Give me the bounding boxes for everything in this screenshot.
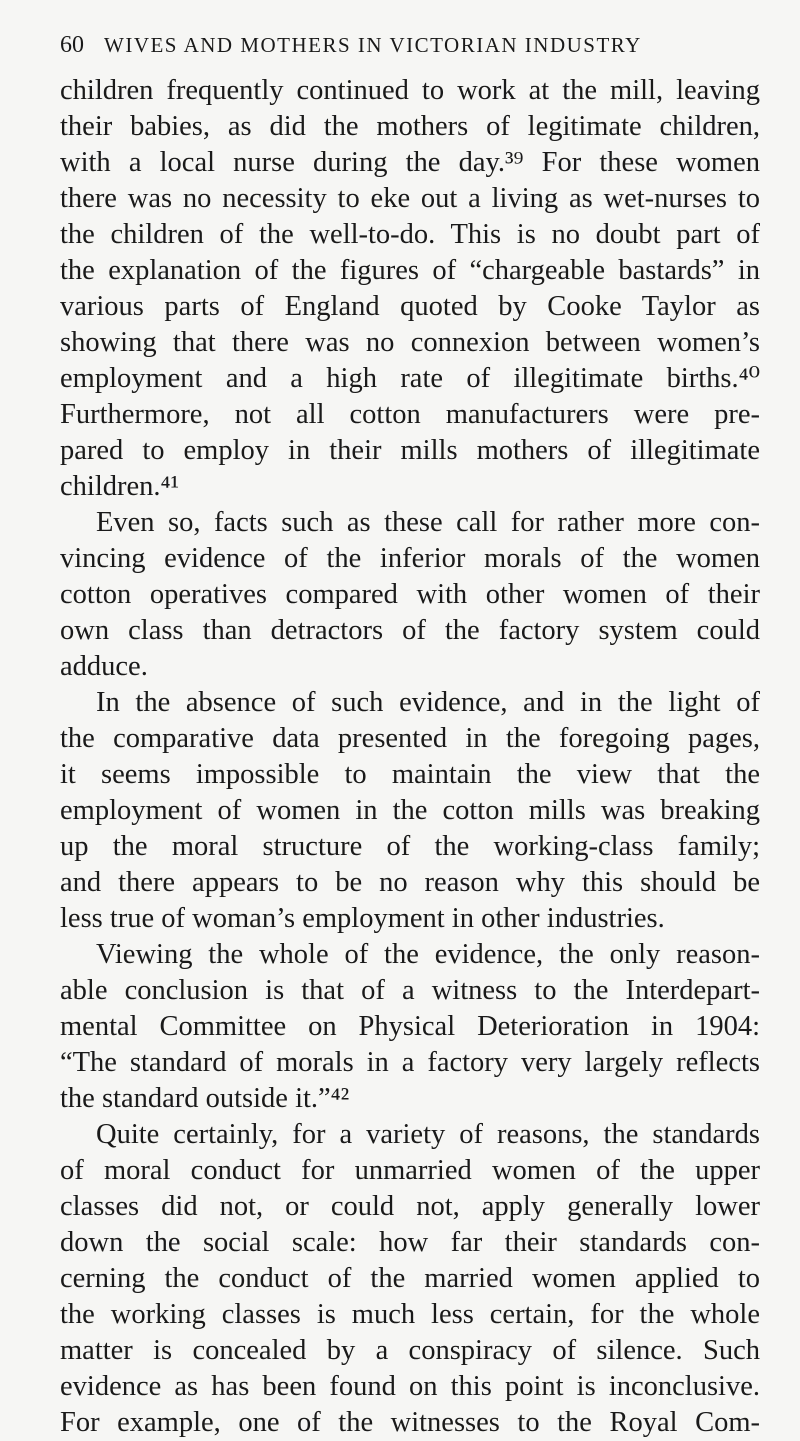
text-line: various parts of England quoted by Cooke Taylor as <box>60 291 760 322</box>
text-line: there was no necessity to eke out a living as wet-nurses to <box>60 183 760 214</box>
text-line: matter is concealed by a conspiracy of silence. Such <box>60 1335 760 1366</box>
text-line: For example, one of the witnesses to the Royal Com- <box>60 1407 760 1438</box>
text-line: the children of the well-to-do. This is no doubt part of <box>60 219 760 250</box>
text-line: it seems impossible to maintain the view that the <box>60 759 760 790</box>
text-line: In the absence of such evidence, and in the light of <box>96 687 760 718</box>
text-line: classes did not, or could not, apply generally lower <box>60 1191 760 1222</box>
text-line: of moral conduct for unmarried women of the upper <box>60 1155 760 1186</box>
text-line: vincing evidence of the inferior morals of the women <box>60 543 760 574</box>
page-number: 60 <box>60 32 84 58</box>
text-line: adduce. <box>60 651 148 682</box>
text-line: own class than detractors of the factory system could <box>60 615 760 646</box>
text-line: with a local nurse during the day.³⁹ For these women <box>60 147 760 178</box>
text-line: evidence as has been found on this point is inconclusive. <box>60 1371 760 1402</box>
text-line: children.⁴¹ <box>60 471 179 502</box>
book-page <box>60 32 760 1441</box>
text-line: pared to employ in their mills mothers of illegitimate <box>60 435 760 466</box>
text-line: down the social scale: how far their standards con- <box>60 1227 760 1258</box>
text-line: children frequently continued to work at the mill, leaving <box>60 75 760 106</box>
text-line: the comparative data presented in the foregoing pages, <box>60 723 760 754</box>
text-line: Furthermore, not all cotton manufacturers were pre- <box>60 399 760 430</box>
body-text <box>60 73 760 1441</box>
text-line: cotton operatives compared with other women of their <box>60 579 760 610</box>
text-line: mental Committee on Physical Deterioration in 1904: <box>60 1011 760 1042</box>
text-line: able conclusion is that of a witness to the Interdepart- <box>60 975 760 1006</box>
text-line: the standard outside it.”⁴² <box>60 1083 350 1114</box>
text-line: less true of woman’s employment in other industries. <box>60 903 665 934</box>
running-title: WIVES AND MOTHERS IN VICTORIAN INDUSTRY <box>104 33 642 57</box>
text-line: showing that there was no connexion between women’s <box>60 327 760 358</box>
text-line: Viewing the whole of the evidence, the only reason- <box>96 939 760 970</box>
text-line: and there appears to be no reason why this should be <box>60 867 760 898</box>
text-line: “The standard of morals in a factory very largely reflects <box>60 1047 760 1078</box>
text-line: the working classes is much less certain, for the whole <box>60 1299 760 1330</box>
text-line: the explanation of the figures of “chargeable bastards” in <box>60 255 760 286</box>
text-line: Quite certainly, for a variety of reasons, the standards <box>96 1119 760 1150</box>
running-head <box>60 32 760 59</box>
text-line: Even so, facts such as these call for rather more con- <box>96 507 760 538</box>
text-line: cerning the conduct of the married women applied to <box>60 1263 760 1294</box>
text-line: employment of women in the cotton mills was breaking <box>60 795 760 826</box>
text-line: their babies, as did the mothers of legitimate children, <box>60 111 760 142</box>
text-line: employment and a high rate of illegitimate births.⁴⁰ <box>60 363 760 394</box>
text-line: up the moral structure of the working-class family; <box>60 831 760 862</box>
